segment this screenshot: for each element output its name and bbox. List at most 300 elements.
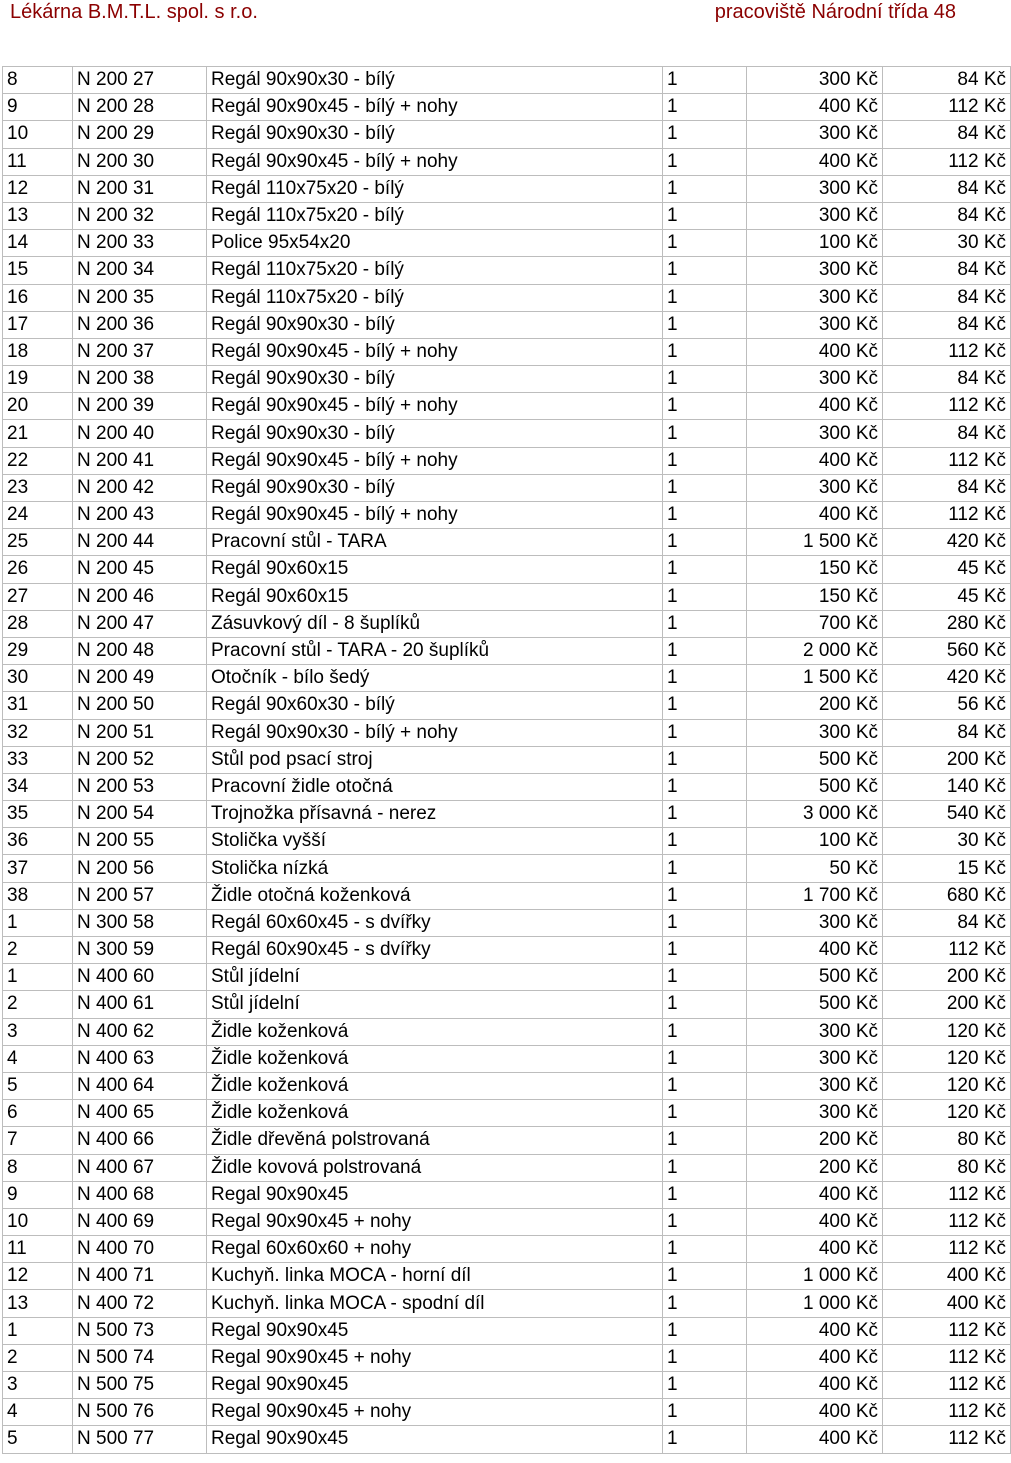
unit-price-cell: 200 Kč (747, 692, 883, 719)
item-description-cell: Regál 90x90x30 - bílý (207, 366, 663, 393)
unit-price-cell: 400 Kč (747, 502, 883, 529)
table-row (3, 1263, 1011, 1290)
item-description-cell: Regál 110x75x20 - bílý (207, 284, 663, 311)
quantity-cell: 1 (663, 1290, 747, 1317)
inventory-code-cell: N 200 56 (73, 855, 207, 882)
unit-price-cell: 300 Kč (747, 202, 883, 229)
row-number-cell: 1 (3, 909, 73, 936)
row-number-cell: 29 (3, 637, 73, 664)
value-cell: 84 Kč (883, 719, 1011, 746)
inventory-code-cell: N 200 37 (73, 338, 207, 365)
value-cell: 112 Kč (883, 1236, 1011, 1263)
row-number-cell: 2 (3, 937, 73, 964)
unit-price-cell: 400 Kč (747, 1236, 883, 1263)
item-description-cell: Regál 90x90x45 - bílý + nohy (207, 502, 663, 529)
unit-price-cell: 200 Kč (747, 1154, 883, 1181)
table-row (3, 1399, 1011, 1426)
row-number-cell: 32 (3, 719, 73, 746)
item-description-cell: Židle koženková (207, 1045, 663, 1072)
inventory-code-cell: N 200 47 (73, 610, 207, 637)
value-cell: 400 Kč (883, 1263, 1011, 1290)
row-number-cell: 28 (3, 610, 73, 637)
item-description-cell: Regál 90x90x30 - bílý (207, 420, 663, 447)
quantity-cell: 1 (663, 1372, 747, 1399)
row-number-cell: 12 (3, 1263, 73, 1290)
table-row (3, 94, 1011, 121)
row-number-cell: 5 (3, 1426, 73, 1453)
value-cell: 680 Kč (883, 882, 1011, 909)
item-description-cell: Stůl jídelní (207, 991, 663, 1018)
table-row (3, 1181, 1011, 1208)
item-description-cell: Zásuvkový díl - 8 šuplíků (207, 610, 663, 637)
unit-price-cell: 300 Kč (747, 1072, 883, 1099)
inventory-code-cell: N 400 64 (73, 1072, 207, 1099)
item-description-cell: Regál 90x90x30 - bílý (207, 67, 663, 94)
inventory-code-cell: N 200 57 (73, 882, 207, 909)
item-description-cell: Regal 90x90x45 (207, 1181, 663, 1208)
table-row (3, 719, 1011, 746)
row-number-cell: 8 (3, 67, 73, 94)
inventory-code-cell: N 400 71 (73, 1263, 207, 1290)
unit-price-cell: 100 Kč (747, 828, 883, 855)
value-cell: 112 Kč (883, 1372, 1011, 1399)
unit-price-cell: 50 Kč (747, 855, 883, 882)
inventory-code-cell: N 400 72 (73, 1290, 207, 1317)
table-row (3, 1127, 1011, 1154)
table-row (3, 746, 1011, 773)
unit-price-cell: 150 Kč (747, 583, 883, 610)
quantity-cell: 1 (663, 474, 747, 501)
table-row (3, 610, 1011, 637)
value-cell: 84 Kč (883, 284, 1011, 311)
item-description-cell: Stůl jídelní (207, 964, 663, 991)
row-number-cell: 27 (3, 583, 73, 610)
item-description-cell: Stůl pod psací stroj (207, 746, 663, 773)
table-row (3, 67, 1011, 94)
unit-price-cell: 700 Kč (747, 610, 883, 637)
inventory-code-cell: N 500 75 (73, 1372, 207, 1399)
quantity-cell: 1 (663, 1208, 747, 1235)
value-cell: 80 Kč (883, 1127, 1011, 1154)
value-cell: 84 Kč (883, 474, 1011, 501)
quantity-cell: 1 (663, 1399, 747, 1426)
value-cell: 84 Kč (883, 366, 1011, 393)
unit-price-cell: 300 Kč (747, 284, 883, 311)
unit-price-cell: 400 Kč (747, 1426, 883, 1453)
item-description-cell: Otočník - bílo šedý (207, 665, 663, 692)
value-cell: 84 Kč (883, 67, 1011, 94)
unit-price-cell: 500 Kč (747, 773, 883, 800)
quantity-cell: 1 (663, 67, 747, 94)
inventory-code-cell: N 400 61 (73, 991, 207, 1018)
table-row (3, 882, 1011, 909)
unit-price-cell: 400 Kč (747, 1372, 883, 1399)
row-number-cell: 38 (3, 882, 73, 909)
quantity-cell: 1 (663, 366, 747, 393)
value-cell: 200 Kč (883, 991, 1011, 1018)
unit-price-cell: 1 700 Kč (747, 882, 883, 909)
table-row (3, 202, 1011, 229)
table-row (3, 828, 1011, 855)
unit-price-cell: 300 Kč (747, 909, 883, 936)
row-number-cell: 9 (3, 94, 73, 121)
row-number-cell: 18 (3, 338, 73, 365)
value-cell: 30 Kč (883, 230, 1011, 257)
unit-price-cell: 400 Kč (747, 1208, 883, 1235)
unit-price-cell: 400 Kč (747, 148, 883, 175)
table-row (3, 257, 1011, 284)
inventory-code-cell: N 200 54 (73, 801, 207, 828)
table-row (3, 583, 1011, 610)
item-description-cell: Regál 90x90x45 - bílý + nohy (207, 447, 663, 474)
inventory-code-cell: N 200 44 (73, 529, 207, 556)
unit-price-cell: 300 Kč (747, 366, 883, 393)
value-cell: 120 Kč (883, 1018, 1011, 1045)
quantity-cell: 1 (663, 665, 747, 692)
table-row (3, 175, 1011, 202)
row-number-cell: 22 (3, 447, 73, 474)
item-description-cell: Židle otočná koženková (207, 882, 663, 909)
item-description-cell: Regal 60x60x60 + nohy (207, 1236, 663, 1263)
item-description-cell: Regál 90x60x30 - bílý (207, 692, 663, 719)
item-description-cell: Regál 90x90x30 - bílý (207, 121, 663, 148)
item-description-cell: Regál 90x60x15 (207, 583, 663, 610)
item-description-cell: Židle dřevěná polstrovaná (207, 1127, 663, 1154)
value-cell: 112 Kč (883, 502, 1011, 529)
inventory-code-cell: N 200 31 (73, 175, 207, 202)
table-row (3, 1236, 1011, 1263)
value-cell: 15 Kč (883, 855, 1011, 882)
value-cell: 400 Kč (883, 1290, 1011, 1317)
quantity-cell: 1 (663, 937, 747, 964)
row-number-cell: 17 (3, 311, 73, 338)
item-description-cell: Regál 110x75x20 - bílý (207, 202, 663, 229)
quantity-cell: 1 (663, 1181, 747, 1208)
table-row (3, 311, 1011, 338)
item-description-cell: Regál 60x90x45 - s dvířky (207, 937, 663, 964)
unit-price-cell: 200 Kč (747, 1127, 883, 1154)
item-description-cell: Police 95x54x20 (207, 230, 663, 257)
item-description-cell: Stolička nízká (207, 855, 663, 882)
unit-price-cell: 400 Kč (747, 1399, 883, 1426)
quantity-cell: 1 (663, 311, 747, 338)
inventory-code-cell: N 200 43 (73, 502, 207, 529)
row-number-cell: 2 (3, 991, 73, 1018)
quantity-cell: 1 (663, 1072, 747, 1099)
table-row (3, 1100, 1011, 1127)
quantity-cell: 1 (663, 447, 747, 474)
item-description-cell: Regál 90x90x30 - bílý (207, 311, 663, 338)
value-cell: 84 Kč (883, 257, 1011, 284)
quantity-cell: 1 (663, 828, 747, 855)
inventory-code-cell: N 300 59 (73, 937, 207, 964)
row-number-cell: 36 (3, 828, 73, 855)
item-description-cell: Pracovní židle otočná (207, 773, 663, 800)
item-description-cell: Kuchyň. linka MOCA - spodní díl (207, 1290, 663, 1317)
value-cell: 420 Kč (883, 665, 1011, 692)
table-row (3, 420, 1011, 447)
inventory-code-cell: N 200 49 (73, 665, 207, 692)
row-number-cell: 25 (3, 529, 73, 556)
quantity-cell: 1 (663, 610, 747, 637)
quantity-cell: 1 (663, 855, 747, 882)
table-row (3, 1208, 1011, 1235)
unit-price-cell: 400 Kč (747, 1344, 883, 1371)
table-row (3, 692, 1011, 719)
row-number-cell: 33 (3, 746, 73, 773)
item-description-cell: Židle koženková (207, 1072, 663, 1099)
inventory-code-cell: N 400 63 (73, 1045, 207, 1072)
quantity-cell: 1 (663, 964, 747, 991)
company-name: Lékárna B.M.T.L. spol. s r.o. (10, 1, 258, 23)
table-row (3, 964, 1011, 991)
row-number-cell: 9 (3, 1181, 73, 1208)
unit-price-cell: 400 Kč (747, 393, 883, 420)
unit-price-cell: 150 Kč (747, 556, 883, 583)
row-number-cell: 34 (3, 773, 73, 800)
item-description-cell: Stolička vyšší (207, 828, 663, 855)
quantity-cell: 1 (663, 175, 747, 202)
value-cell: 56 Kč (883, 692, 1011, 719)
quantity-cell: 1 (663, 230, 747, 257)
item-description-cell: Kuchyň. linka MOCA - horní díl (207, 1263, 663, 1290)
quantity-cell: 1 (663, 882, 747, 909)
unit-price-cell: 400 Kč (747, 1181, 883, 1208)
quantity-cell: 1 (663, 420, 747, 447)
quantity-cell: 1 (663, 1317, 747, 1344)
quantity-cell: 1 (663, 1263, 747, 1290)
row-number-cell: 23 (3, 474, 73, 501)
row-number-cell: 35 (3, 801, 73, 828)
table-row (3, 855, 1011, 882)
row-number-cell: 4 (3, 1045, 73, 1072)
row-number-cell: 11 (3, 1236, 73, 1263)
row-number-cell: 26 (3, 556, 73, 583)
row-number-cell: 19 (3, 366, 73, 393)
item-description-cell: Pracovní stůl - TARA (207, 529, 663, 556)
item-description-cell: Regal 90x90x45 (207, 1426, 663, 1453)
unit-price-cell: 300 Kč (747, 121, 883, 148)
table-row (3, 637, 1011, 664)
inventory-code-cell: N 200 38 (73, 366, 207, 393)
row-number-cell: 12 (3, 175, 73, 202)
value-cell: 112 Kč (883, 1399, 1011, 1426)
row-number-cell: 20 (3, 393, 73, 420)
table-row (3, 230, 1011, 257)
row-number-cell: 10 (3, 121, 73, 148)
unit-price-cell: 300 Kč (747, 257, 883, 284)
value-cell: 112 Kč (883, 1317, 1011, 1344)
table-row (3, 556, 1011, 583)
unit-price-cell: 300 Kč (747, 474, 883, 501)
value-cell: 112 Kč (883, 393, 1011, 420)
quantity-cell: 1 (663, 121, 747, 148)
table-row (3, 502, 1011, 529)
unit-price-cell: 500 Kč (747, 746, 883, 773)
value-cell: 84 Kč (883, 311, 1011, 338)
row-number-cell: 7 (3, 1127, 73, 1154)
quantity-cell: 1 (663, 719, 747, 746)
table-row (3, 937, 1011, 964)
inventory-table-body (3, 67, 1011, 1454)
unit-price-cell: 500 Kč (747, 991, 883, 1018)
unit-price-cell: 300 Kč (747, 1100, 883, 1127)
quantity-cell: 1 (663, 773, 747, 800)
inventory-code-cell: N 200 28 (73, 94, 207, 121)
inventory-code-cell: N 400 66 (73, 1127, 207, 1154)
row-number-cell: 14 (3, 230, 73, 257)
item-description-cell: Regál 90x90x45 - bílý + nohy (207, 94, 663, 121)
row-number-cell: 10 (3, 1208, 73, 1235)
item-description-cell: Regál 90x90x30 - bílý (207, 474, 663, 501)
quantity-cell: 1 (663, 202, 747, 229)
item-description-cell: Židle kovová polstrovaná (207, 1154, 663, 1181)
inventory-code-cell: N 200 50 (73, 692, 207, 719)
item-description-cell: Regál 90x90x30 - bílý + nohy (207, 719, 663, 746)
table-row (3, 447, 1011, 474)
item-description-cell: Židle koženková (207, 1018, 663, 1045)
table-row (3, 1154, 1011, 1181)
table-row (3, 1290, 1011, 1317)
unit-price-cell: 400 Kč (747, 937, 883, 964)
inventory-code-cell: N 200 34 (73, 257, 207, 284)
page-header (0, 0, 960, 30)
inventory-code-cell: N 400 60 (73, 964, 207, 991)
row-number-cell: 21 (3, 420, 73, 447)
table-row (3, 121, 1011, 148)
quantity-cell: 1 (663, 746, 747, 773)
inventory-code-cell: N 500 76 (73, 1399, 207, 1426)
row-number-cell: 6 (3, 1100, 73, 1127)
value-cell: 540 Kč (883, 801, 1011, 828)
quantity-cell: 1 (663, 94, 747, 121)
value-cell: 420 Kč (883, 529, 1011, 556)
row-number-cell: 4 (3, 1399, 73, 1426)
unit-price-cell: 300 Kč (747, 1045, 883, 1072)
unit-price-cell: 400 Kč (747, 94, 883, 121)
quantity-cell: 1 (663, 1236, 747, 1263)
quantity-cell: 1 (663, 909, 747, 936)
row-number-cell: 8 (3, 1154, 73, 1181)
row-number-cell: 13 (3, 1290, 73, 1317)
quantity-cell: 1 (663, 529, 747, 556)
unit-price-cell: 300 Kč (747, 175, 883, 202)
item-description-cell: Regál 110x75x20 - bílý (207, 175, 663, 202)
inventory-code-cell: N 400 68 (73, 1181, 207, 1208)
row-number-cell: 15 (3, 257, 73, 284)
table-row (3, 1344, 1011, 1371)
quantity-cell: 1 (663, 393, 747, 420)
table-row (3, 474, 1011, 501)
inventory-code-cell: N 200 53 (73, 773, 207, 800)
quantity-cell: 1 (663, 556, 747, 583)
inventory-code-cell: N 200 55 (73, 828, 207, 855)
inventory-code-cell: N 200 40 (73, 420, 207, 447)
table-row (3, 1018, 1011, 1045)
quantity-cell: 1 (663, 991, 747, 1018)
inventory-code-cell: N 500 77 (73, 1426, 207, 1453)
row-number-cell: 31 (3, 692, 73, 719)
unit-price-cell: 300 Kč (747, 420, 883, 447)
inventory-code-cell: N 200 27 (73, 67, 207, 94)
unit-price-cell: 1 500 Kč (747, 529, 883, 556)
item-description-cell: Regal 90x90x45 + nohy (207, 1344, 663, 1371)
table-row (3, 991, 1011, 1018)
inventory-code-cell: N 300 58 (73, 909, 207, 936)
inventory-code-cell: N 200 33 (73, 230, 207, 257)
quantity-cell: 1 (663, 692, 747, 719)
value-cell: 112 Kč (883, 447, 1011, 474)
quantity-cell: 1 (663, 1100, 747, 1127)
inventory-code-cell: N 400 70 (73, 1236, 207, 1263)
unit-price-cell: 400 Kč (747, 338, 883, 365)
value-cell: 112 Kč (883, 338, 1011, 365)
unit-price-cell: 2 000 Kč (747, 637, 883, 664)
value-cell: 112 Kč (883, 1181, 1011, 1208)
inventory-code-cell: N 200 32 (73, 202, 207, 229)
unit-price-cell: 1 500 Kč (747, 665, 883, 692)
value-cell: 45 Kč (883, 583, 1011, 610)
value-cell: 112 Kč (883, 937, 1011, 964)
item-description-cell: Regál 60x60x45 - s dvířky (207, 909, 663, 936)
value-cell: 112 Kč (883, 94, 1011, 121)
inventory-code-cell: N 500 73 (73, 1317, 207, 1344)
value-cell: 84 Kč (883, 175, 1011, 202)
item-description-cell: Regál 110x75x20 - bílý (207, 257, 663, 284)
inventory-code-cell: N 200 39 (73, 393, 207, 420)
item-description-cell: Regál 90x60x15 (207, 556, 663, 583)
quantity-cell: 1 (663, 257, 747, 284)
unit-price-cell: 3 000 Kč (747, 801, 883, 828)
unit-price-cell: 100 Kč (747, 230, 883, 257)
inventory-code-cell: N 500 74 (73, 1344, 207, 1371)
row-number-cell: 13 (3, 202, 73, 229)
value-cell: 280 Kč (883, 610, 1011, 637)
unit-price-cell: 300 Kč (747, 311, 883, 338)
unit-price-cell: 400 Kč (747, 1317, 883, 1344)
table-row (3, 338, 1011, 365)
quantity-cell: 1 (663, 637, 747, 664)
quantity-cell: 1 (663, 1018, 747, 1045)
quantity-cell: 1 (663, 502, 747, 529)
item-description-cell: Regál 90x90x45 - bílý + nohy (207, 148, 663, 175)
workplace-address: pracoviště Národní třída 48 (714, 1, 956, 23)
item-description-cell: Regal 90x90x45 (207, 1317, 663, 1344)
table-row (3, 773, 1011, 800)
inventory-code-cell: N 200 29 (73, 121, 207, 148)
quantity-cell: 1 (663, 1045, 747, 1072)
unit-price-cell: 1 000 Kč (747, 1290, 883, 1317)
value-cell: 84 Kč (883, 202, 1011, 229)
inventory-code-cell: N 200 51 (73, 719, 207, 746)
row-number-cell: 2 (3, 1344, 73, 1371)
value-cell: 560 Kč (883, 637, 1011, 664)
unit-price-cell: 500 Kč (747, 964, 883, 991)
table-row (3, 665, 1011, 692)
value-cell: 140 Kč (883, 773, 1011, 800)
table-row (3, 1317, 1011, 1344)
table-row (3, 1072, 1011, 1099)
table-row (3, 148, 1011, 175)
row-number-cell: 3 (3, 1018, 73, 1045)
inventory-code-cell: N 200 52 (73, 746, 207, 773)
item-description-cell: Pracovní stůl - TARA - 20 šuplíků (207, 637, 663, 664)
value-cell: 30 Kč (883, 828, 1011, 855)
inventory-code-cell: N 200 36 (73, 311, 207, 338)
value-cell: 84 Kč (883, 909, 1011, 936)
item-description-cell: Regál 90x90x45 - bílý + nohy (207, 338, 663, 365)
inventory-code-cell: N 200 48 (73, 637, 207, 664)
